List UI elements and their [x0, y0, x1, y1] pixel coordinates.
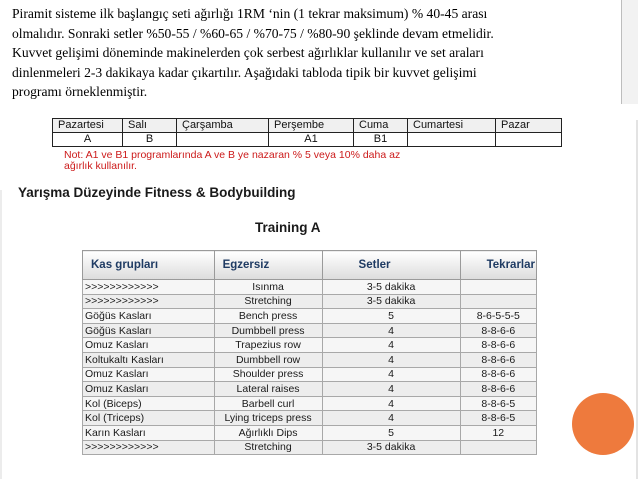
- column-header: Egzersiz: [214, 251, 322, 280]
- weekday-row: [53, 119, 562, 133]
- reps-cell: 8-8-6-5: [460, 411, 536, 426]
- reps-cell: 8-6-5-5-5: [460, 309, 536, 324]
- intro-line: Kuvvet gelişimi döneminde makinelerden çok serbest ağırlıklar kullanılır ve set araları: [12, 45, 484, 60]
- program-row: [53, 133, 562, 147]
- exercise-cell: Trapezius row: [214, 338, 322, 353]
- muscle-group-cell: Kol (Triceps): [83, 411, 215, 426]
- sets-cell: 3-5 dakika: [322, 294, 460, 309]
- day-cell: Çarşamba: [177, 119, 269, 133]
- table-row: [83, 294, 537, 309]
- muscle-group-cell: >>>>>>>>>>>>: [83, 440, 215, 455]
- table-row: [83, 323, 537, 338]
- reps-cell: 8-8-6-6: [460, 338, 536, 353]
- exercise-cell: Shoulder press: [214, 367, 322, 382]
- table-row: [83, 382, 537, 397]
- intro-paragraph: [12, 4, 592, 102]
- table-row: [83, 338, 537, 353]
- table-row: [83, 411, 537, 426]
- muscle-group-cell: Kol (Biceps): [83, 396, 215, 411]
- exercise-cell: Dumbbell press: [214, 323, 322, 338]
- training-title: Training A: [255, 220, 321, 235]
- exercise-cell: Dumbbell row: [214, 352, 322, 367]
- reps-cell: [460, 280, 536, 295]
- corner-decoration: [621, 0, 638, 104]
- exercise-cell: Lateral raises: [214, 382, 322, 397]
- day-cell: Pazartesi: [53, 119, 123, 133]
- intro-line: dinlenmeleri 2-3 dakikaya kadar çıkartılır. Aşağıdaki tabloda tipik bir kuvvet gelişimi: [12, 64, 477, 80]
- section-title: Yarışma Düzeyinde Fitness & Bodybuilding: [18, 185, 296, 200]
- reps-cell: 12: [460, 425, 536, 440]
- reps-cell: [460, 294, 536, 309]
- column-header: Tekrarlar: [460, 251, 536, 280]
- exercise-cell: Stretching: [214, 294, 322, 309]
- reps-cell: 8-8-6-5: [460, 396, 536, 411]
- muscle-group-cell: >>>>>>>>>>>>: [83, 280, 215, 295]
- sets-cell: 4: [322, 352, 460, 367]
- muscle-group-cell: Omuz Kasları: [83, 367, 215, 382]
- reps-cell: 8-8-6-6: [460, 323, 536, 338]
- exercise-table: [82, 250, 537, 455]
- program-cell: [177, 133, 269, 147]
- program-cell: A: [53, 133, 123, 147]
- sets-cell: 4: [322, 323, 460, 338]
- column-header: Setler: [322, 251, 460, 280]
- exercise-cell: Isınma: [214, 280, 322, 295]
- muscle-group-cell: Göğüs Kasları: [83, 323, 215, 338]
- weekly-schedule-table: [52, 118, 562, 147]
- sets-cell: 4: [322, 411, 460, 426]
- program-cell: [408, 133, 496, 147]
- muscle-group-cell: Koltukaltı Kasları: [83, 352, 215, 367]
- program-note: [64, 150, 564, 172]
- sets-cell: 3-5 dakika: [322, 440, 460, 455]
- exercise-cell: Barbell curl: [214, 396, 322, 411]
- muscle-group-cell: Omuz Kasları: [83, 338, 215, 353]
- table-header-row: [83, 251, 537, 280]
- day-cell: Pazar: [496, 119, 562, 133]
- exercise-cell: Lying triceps press: [214, 411, 322, 426]
- intro-line: olmalıdır. Sonraki setler %50-55 / %60-65 / %70-75 / %80-90 şeklinde devam etmelidir.: [12, 25, 494, 41]
- intro-line: Piramit sisteme ilk başlangıç seti ağırlığı 1RM ‘nin (1 tekrar maksimum) % 40-45 arası: [12, 6, 488, 21]
- table-row: [83, 440, 537, 455]
- exercise-cell: Bench press: [214, 309, 322, 324]
- program-cell: B: [123, 133, 177, 147]
- day-cell: Salı: [123, 119, 177, 133]
- left-border-line: [0, 190, 2, 479]
- reps-cell: [460, 440, 536, 455]
- table-row: [83, 352, 537, 367]
- program-cell: A1: [269, 133, 354, 147]
- reps-cell: 8-8-6-6: [460, 352, 536, 367]
- program-cell: [496, 133, 562, 147]
- sets-cell: 4: [322, 396, 460, 411]
- table-row: [83, 280, 537, 295]
- sets-cell: 4: [322, 338, 460, 353]
- table-row: [83, 396, 537, 411]
- sets-cell: 4: [322, 382, 460, 397]
- accent-circle: [572, 393, 634, 455]
- muscle-group-cell: Göğüs Kasları: [83, 309, 215, 324]
- muscle-group-cell: >>>>>>>>>>>>: [83, 294, 215, 309]
- muscle-group-cell: Omuz Kasları: [83, 382, 215, 397]
- exercise-cell: Stretching: [214, 440, 322, 455]
- day-cell: Cumartesi: [408, 119, 496, 133]
- sets-cell: 5: [322, 425, 460, 440]
- table-row: [83, 367, 537, 382]
- note-line: Not: A1 ve B1 programlarında A ve B ye nazaran % 5 veya 10% daha az: [64, 149, 401, 161]
- reps-cell: 8-8-6-6: [460, 367, 536, 382]
- sets-cell: 5: [322, 309, 460, 324]
- note-line: ağırlık kullanılır.: [64, 160, 137, 172]
- reps-cell: 8-8-6-6: [460, 382, 536, 397]
- sets-cell: 3-5 dakika: [322, 280, 460, 295]
- column-header: Kas grupları: [83, 251, 215, 280]
- sets-cell: 4: [322, 367, 460, 382]
- day-cell: Cuma: [354, 119, 408, 133]
- table-row: [83, 309, 537, 324]
- program-cell: B1: [354, 133, 408, 147]
- muscle-group-cell: Karın Kasları: [83, 425, 215, 440]
- day-cell: Perşembe: [269, 119, 354, 133]
- exercise-cell: Ağırlıklı Dips: [214, 425, 322, 440]
- intro-line: programı örneklenmiştir.: [12, 84, 148, 99]
- table-row: [83, 425, 537, 440]
